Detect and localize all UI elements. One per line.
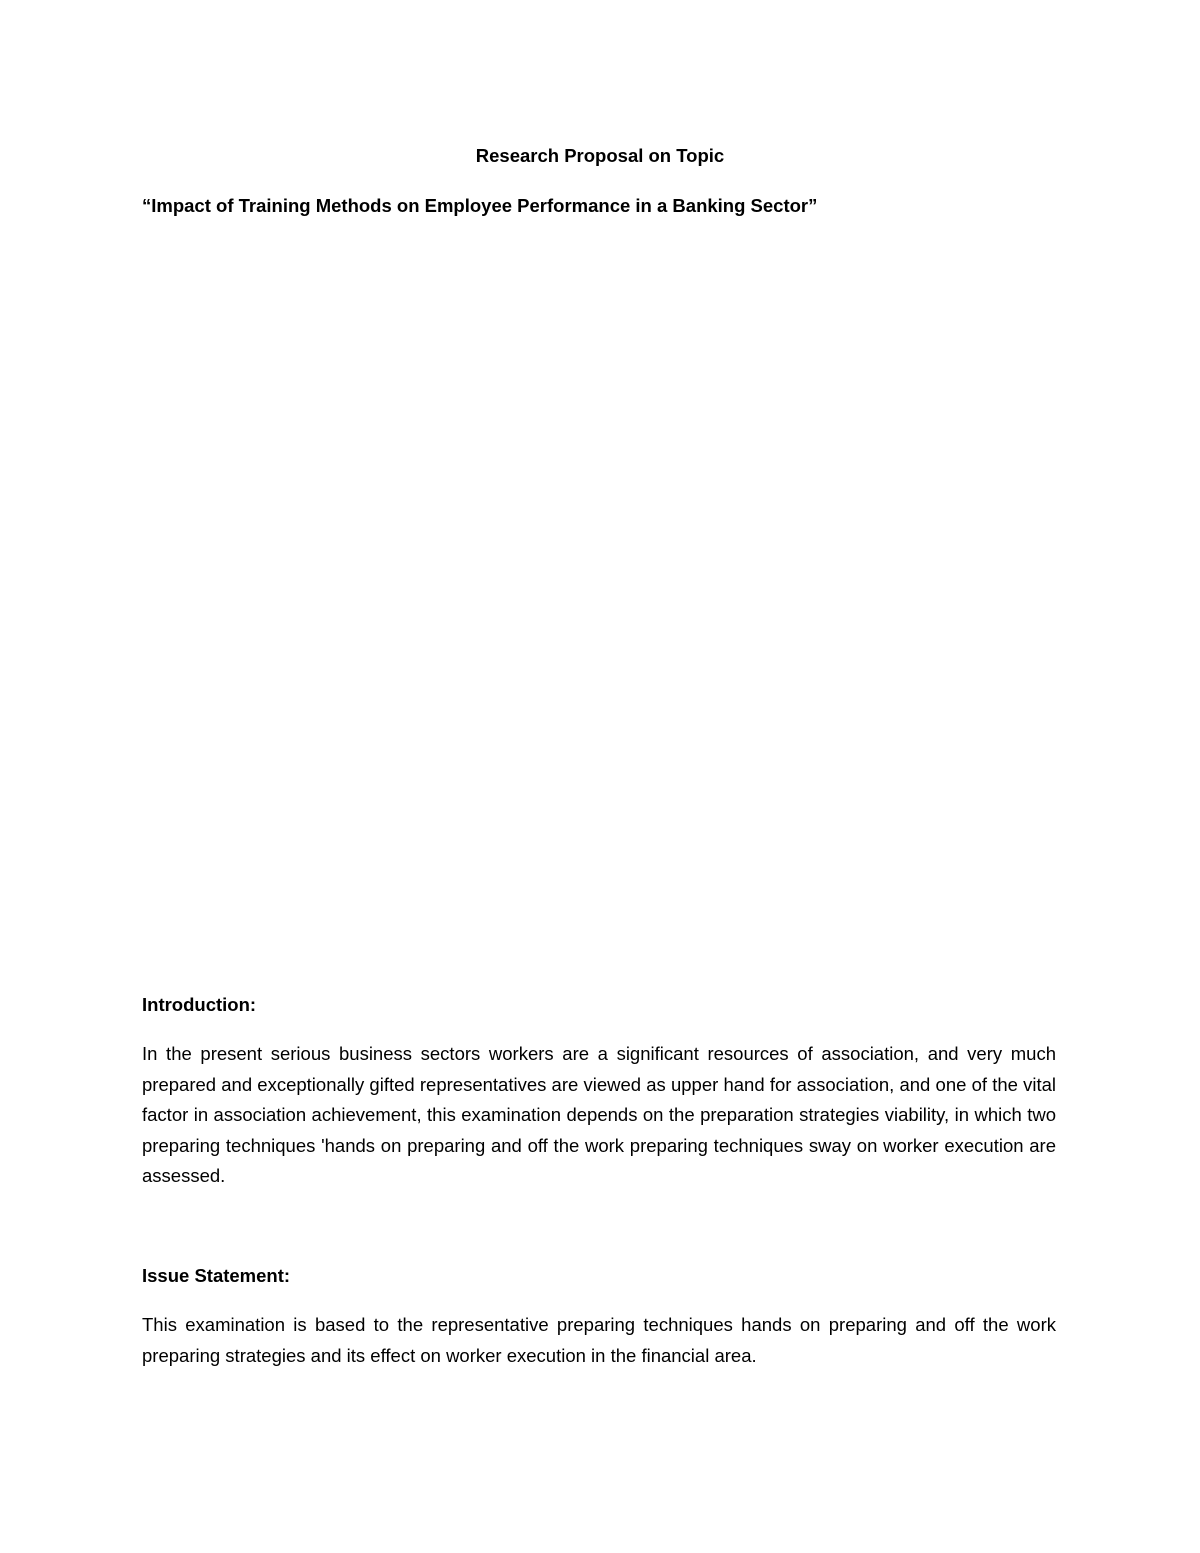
document-title: Research Proposal on Topic <box>475 145 725 166</box>
introduction-heading: Introduction: <box>142 994 257 1015</box>
document-subtitle: “Impact of Training Methods on Employee Performance in a Banking Sector” <box>142 195 818 216</box>
issue-statement-heading: Issue Statement: <box>142 1265 291 1286</box>
issue-statement-paragraph: This examination is based to the representative preparing techniques hands on preparing and off the work preparing strategies and its effect on worker execution in the financial area. <box>142 1314 1056 1366</box>
introduction-paragraph: In the present serious business sectors workers are a significant resources of association, and very much prepared and exceptionally gifted representatives are viewed as upper hand for association, and one of the vital factor in association achievement, this examination depends on the preparation strategies viability, in which two preparing techniques 'hands on preparing and off the work preparing techniques sway on worker execution are assessed. <box>142 1043 1056 1186</box>
